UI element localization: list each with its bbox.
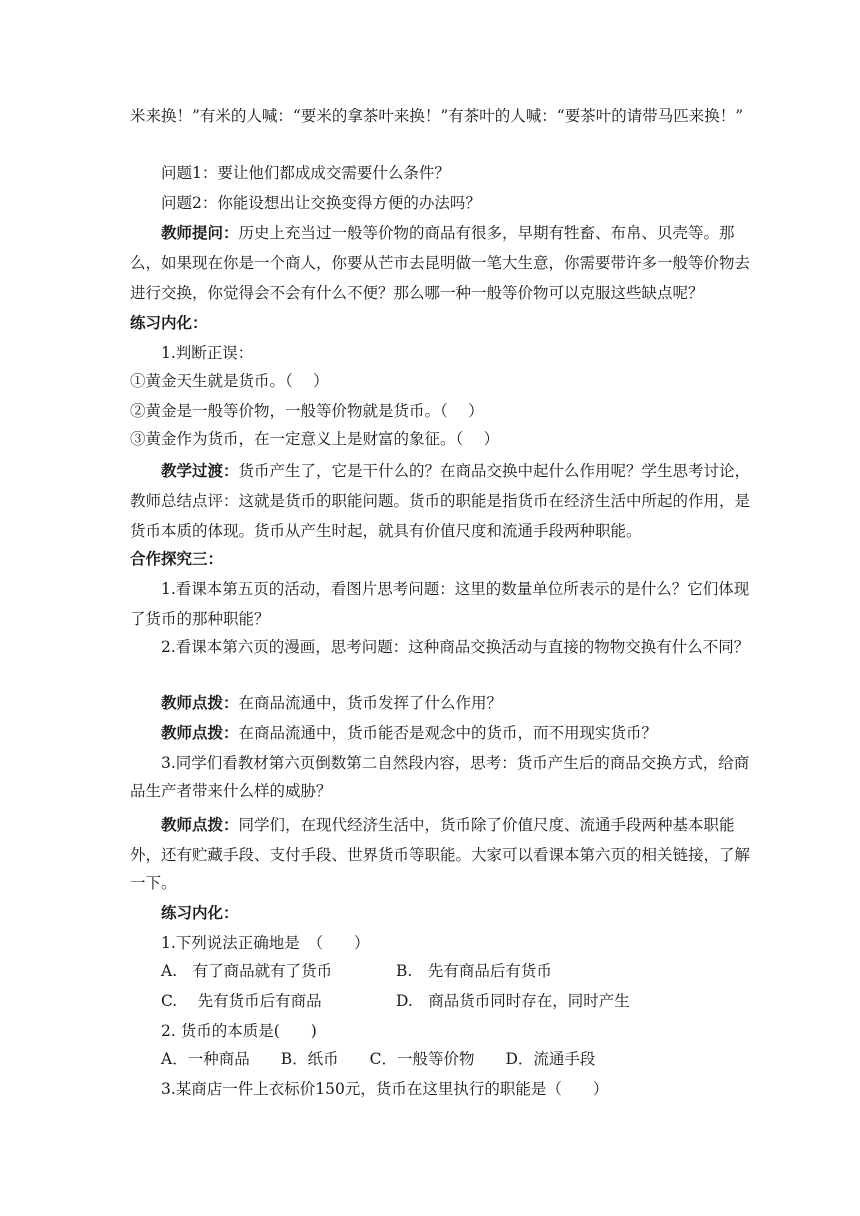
teacher-hint-line bbox=[161, 692, 502, 714]
teaching-transition-label: 教学过渡： bbox=[161, 461, 239, 480]
paragraph-line: 了货币的那种职能？ bbox=[130, 610, 270, 628]
paragraph-line: 品生产者带来什么样的威胁？ bbox=[130, 782, 332, 800]
mc-options-line: A．一种商品 B．纸币 C．一般等价物 D．流通手段 bbox=[161, 1050, 596, 1068]
teaching-transition-text: 货币产生了，它是干什么的？在商品交换中起什么作用呢？学生思考讨论， bbox=[238, 462, 751, 480]
paragraph-line: 么，如果现在你是一个商人，你要从芒市去昆明做一笔大生意，你需要带许多一般等价物去 bbox=[130, 254, 751, 272]
section-heading-inquiry-3: 合作探究三： bbox=[130, 549, 224, 568]
teacher-hint-text: 在商品流通中，货币发挥了什么作用？ bbox=[238, 694, 503, 712]
paragraph-line: 一下。 bbox=[130, 874, 177, 892]
teacher-question-text: 历史上充当过一般等价物的商品有很多，早期有牲畜、布帛、贝壳等。那 bbox=[238, 224, 735, 242]
teacher-question-line bbox=[161, 222, 735, 244]
paragraph-line: 外，还有贮藏手段、支付手段、世界货币等职能。大家可以看课本第六页的相关链接，了解 bbox=[130, 846, 751, 864]
teacher-hint-label: 教师点拨： bbox=[161, 723, 239, 742]
teaching-transition-line bbox=[161, 460, 750, 482]
exercise-item: ①黄金天生就是货币。（ ） bbox=[130, 372, 329, 390]
paragraph-line: 进行交换，你觉得会不会有什么不便？那么哪一种一般等价物可以克服这些缺点呢？ bbox=[130, 284, 704, 302]
option-d: D. 商品货币同时存在，同时产生 bbox=[396, 992, 630, 1010]
teacher-hint-text: 同学们，在现代经济生活中，货币除了价值尺度、流通手段两种基本职能 bbox=[238, 816, 735, 834]
exercise-item: ③黄金作为货币，在一定意义上是财富的象征。（ ） bbox=[130, 430, 500, 448]
mc-question-3: 3.某商店一件上衣标价150元，货币在这里执行的职能是（ ） bbox=[161, 1080, 609, 1098]
mc-question-2: 2. 货币的本质是( ) bbox=[161, 1022, 317, 1040]
paragraph-line: 1.看课本第五页的活动，看图片思考问题：这里的数量单位所表示的是什么？它们体现 bbox=[161, 580, 750, 598]
teacher-hint-text: 在商品流通中，货币能否是观念中的货币，而不用现实货币？ bbox=[238, 724, 658, 742]
paragraph-line: 教师总结点评：这就是货币的职能问题。货币的职能是指货币在经济生活中所起的作用，是 bbox=[130, 492, 751, 510]
question-1: 问题1：要让他们都成成交需要什么条件？ bbox=[161, 164, 450, 182]
section-heading-practice: 练习内化： bbox=[130, 313, 208, 332]
paragraph-line: 3.同学们看教材第六页倒数第二自然段内容，思考：货币产生后的商品交换方式，给商 bbox=[161, 754, 750, 772]
teacher-hint-label: 教师点拨： bbox=[161, 693, 239, 712]
teacher-hint-line bbox=[161, 722, 657, 744]
teacher-question-label: 教师提问： bbox=[161, 223, 239, 242]
teacher-hint-line bbox=[161, 814, 735, 836]
paragraph-line: 2.看课本第六页的漫画，思考问题：这种商品交换活动与直接的物物交换有什么不同？ bbox=[161, 638, 750, 656]
option-b: B. 先有商品后有货币 bbox=[396, 962, 552, 980]
section-heading-practice: 练习内化： bbox=[161, 903, 239, 922]
option-a: A. 有了商品就有了货币 bbox=[161, 962, 333, 980]
exercise-item: ②黄金是一般等价物，一般等价物就是货币。（ ） bbox=[130, 402, 484, 420]
question-2: 问题2：你能设想出让交换变得方便的办法吗？ bbox=[161, 194, 481, 212]
teacher-hint-label: 教师点拨： bbox=[161, 815, 239, 834]
option-c: C. 先有货币后有商品 bbox=[161, 992, 322, 1010]
paragraph-line: 米来换！”有米的人喊：“要米的拿茶叶来换！”有茶叶的人喊：“要茶叶的请带马匹来换！” bbox=[130, 107, 744, 125]
mc-question-1: 1.下列说法正确地是 （ ） bbox=[161, 934, 370, 952]
exercise-title: 1.判断正误： bbox=[161, 344, 254, 362]
paragraph-line: 货币本质的体现。货币从产生时起，就具有价值尺度和流通手段两种职能。 bbox=[130, 522, 642, 540]
